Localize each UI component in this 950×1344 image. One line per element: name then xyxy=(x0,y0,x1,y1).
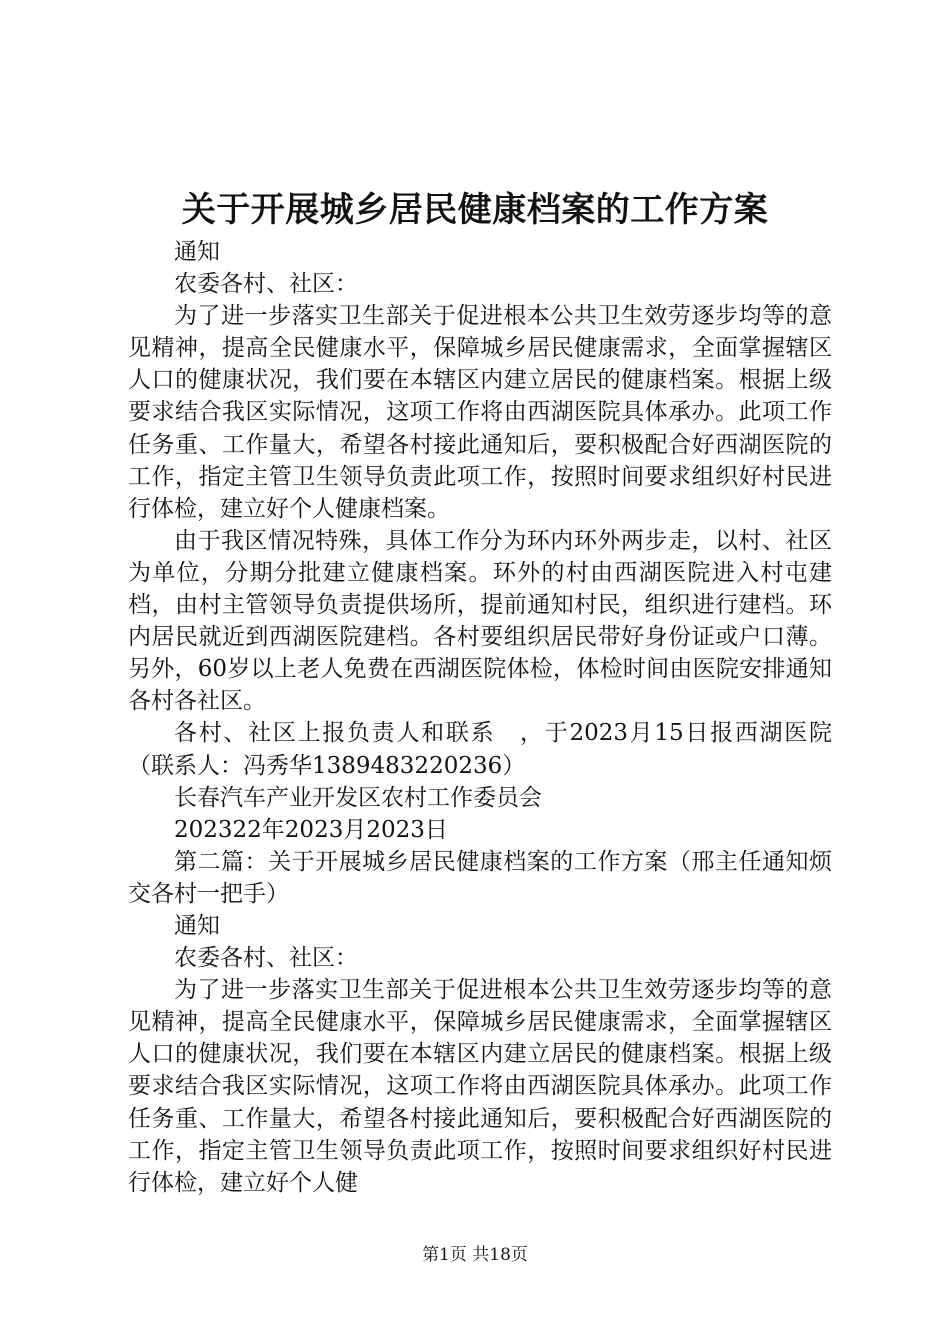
paragraph-notice-heading: 通知 xyxy=(174,239,220,265)
paragraph-purpose: 为了进一步落实卫生部关于促进根本公共卫生效劳逐步均等的意见精神，提高全民健康水平，保障城乡居民健康需求，全面掌握辖区人口的健康状况，我们要在本辖区内建立居民的健康档案。根据上级要求结合我区实际情况，这项工作将由西湖医院具体承办。此项工作任务重、工作量大，希望各村接此通知后，要积极配合好西湖医院的工作，指定主管卫生领导负责此项工作，按照时间要求组织好村民进行体检，建立好个人健康档案。 xyxy=(128,303,832,522)
paragraph-addressee-2: 农委各村、社区： xyxy=(174,945,358,972)
paragraph-second-part-title: 第二篇：关于开展城乡居民健康档案的工作方案（邢主任通知烦交各村一把手） xyxy=(128,848,832,907)
paragraph-date: 202322年2023月2023日 xyxy=(174,816,448,843)
paragraph-purpose-2: 为了进一步落实卫生部关于促进根本公共卫生效劳逐步均等的意见精神，提高全民健康水平，保障城乡居民健康需求，全面掌握辖区人口的健康状况，我们要在本辖区内建立居民的健康档案。根据上级要求结合我区实际情况，这项工作将由西湖医院具体承办。此项工作任务重、工作量大，希望各村接此通知后，要积极配合好西湖医院的工作，指定主管卫生领导负责此项工作，按照时间要求组织好村民进行体检，建立好个人健 xyxy=(128,977,832,1196)
page-footer: 第1页 共18页 xyxy=(422,1245,528,1265)
document-title: 关于开展城乡居民健康档案的工作方案 xyxy=(181,190,769,230)
paragraph-addressee: 农委各村、社区： xyxy=(174,271,358,298)
document-body xyxy=(128,236,832,1199)
paragraph-issuer: 长春汽车产业开发区农村工作委员会 xyxy=(174,784,542,811)
paragraph-contact: 各村、社区上报负责人和联系 ，于2023月15日报西湖医院（联系人：冯秀华1389483220236） xyxy=(128,720,832,779)
paragraph-arrangement: 由于我区情况特殊，具体工作分为环内环外两步走，以村、社区为单位，分期分批建立健康档案。环外的村由西湖医院进入村屯建档，由村主管领导负责提供场所，提前通知村民，组织进行建档。环内居民就近到西湖医院建档。各村要组织居民带好身份证或户口薄。另外，60岁以上老人免费在西湖医院体检，体检时间由医院安排通知各村各社区。 xyxy=(128,527,832,715)
paragraph-notice-heading-2: 通知 xyxy=(174,912,220,939)
